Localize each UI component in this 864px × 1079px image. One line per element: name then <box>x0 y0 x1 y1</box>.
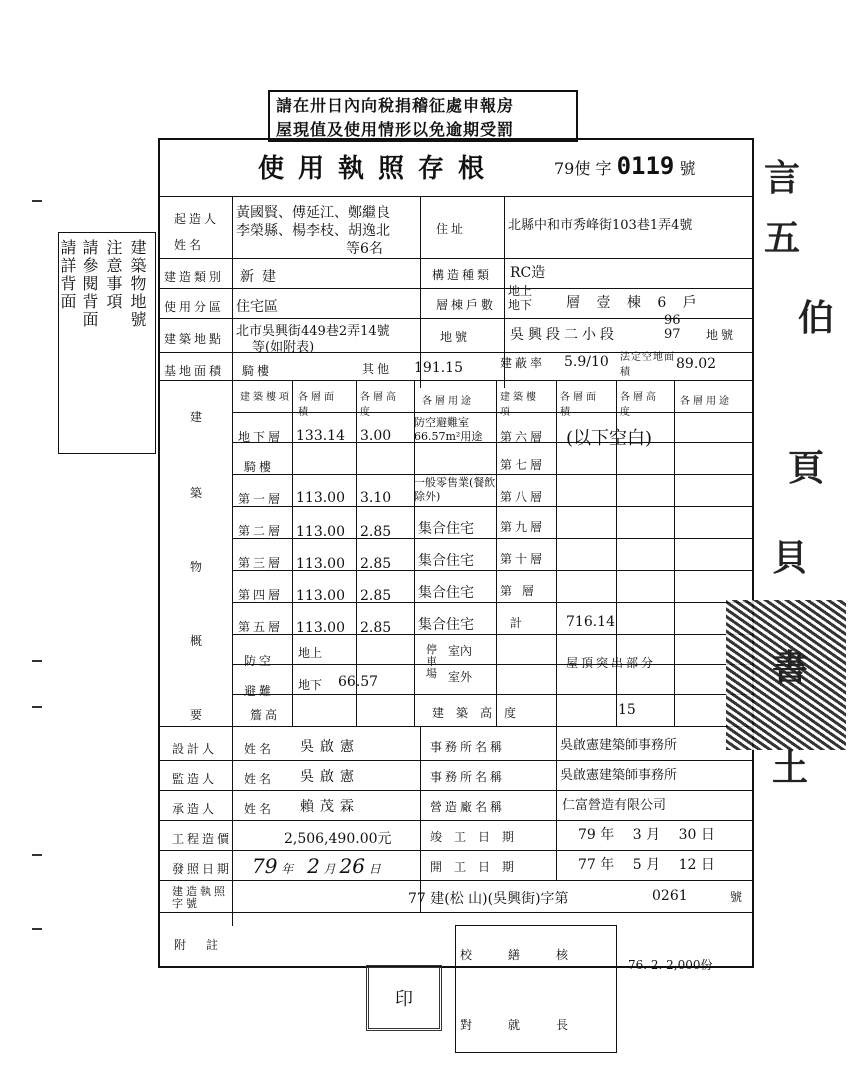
contractor-name: 賴茂霖 <box>300 799 360 815</box>
row-total-name: 計 <box>510 616 526 630</box>
build-permit-text: 77 建(松 山)(吳興街)字第 <box>408 891 569 907</box>
supervisor-office: 吳啟憲建築師事務所 <box>560 768 678 783</box>
building-type-label: 建造類別 <box>164 270 225 284</box>
row-4f-height: 2.85 <box>360 588 392 604</box>
row-6f-name: 第六層 <box>500 430 546 444</box>
site-label: 建築地點 <box>164 332 225 346</box>
floors-label: 層棟戶數 <box>436 298 497 312</box>
building-height-label: 建築高度 <box>432 706 529 720</box>
start-day: 12 <box>678 857 697 873</box>
issue-month: 2 <box>307 854 320 878</box>
header-floor: 建築樓項 <box>240 392 292 403</box>
applicant-line-1: 黃國賢、傅延江、鄭繼良 <box>236 205 390 221</box>
side-note-col-3: 請參閱背面 <box>80 239 99 329</box>
margin-tick <box>32 706 42 708</box>
side-note-col-1: 建築物地號 <box>128 239 147 329</box>
civil-defense-below-label: 地下 <box>298 678 323 692</box>
row-10f-name: 第十層 <box>500 552 546 566</box>
issue-date: 79 年 2 月 26 日 <box>252 854 381 878</box>
row-4f-use: 集合住宅 <box>418 585 474 601</box>
header-area: 各層面積 <box>298 392 337 418</box>
land-area-label: 基地面積 <box>164 364 225 378</box>
notice-line-2: 屋現值及使用情形以免逾期受罰 <box>276 120 515 139</box>
margin-tick <box>32 854 42 856</box>
side-note-col-4: 請詳背面 <box>58 239 77 311</box>
stamp-col-3: 繕 <box>508 948 524 962</box>
bleed-through-text: 言 五 伯 頁 貝 書 土 <box>764 157 835 789</box>
side-note-col-2: 注意事項 <box>104 239 123 311</box>
applicant-line-3: 等6名 <box>346 241 383 257</box>
row-1f-area: 113.00 <box>296 490 345 506</box>
row-1f-name: 第一層 <box>238 492 284 506</box>
designer-name: 吳啟憲 <box>300 739 360 755</box>
row-5f-area: 113.00 <box>296 620 345 636</box>
completion-label: 竣工日期 <box>430 830 527 844</box>
completion-date: 79 年 3 月 30 日 <box>578 827 715 843</box>
completion-month: 3 <box>632 827 642 843</box>
row-2f-use: 集合住宅 <box>418 521 474 537</box>
side-label-3: 物 <box>190 560 206 574</box>
row-1f-height: 3.10 <box>360 490 392 506</box>
cost-value: 2,506,490.00元 <box>284 831 392 847</box>
land-area-other: 191.15 <box>414 360 463 376</box>
row-2f-height: 2.85 <box>360 524 392 540</box>
stamp-col-6: 長 <box>556 1018 572 1032</box>
applicant-label: 起造人姓名 <box>174 212 220 252</box>
row-3f-area: 113.00 <box>296 556 345 572</box>
start-month: 5 <box>632 857 642 873</box>
supervisor-label: 監造人 <box>172 772 218 786</box>
permit-prefix: 79使 <box>554 159 591 178</box>
contractor-office-label: 營造廠名稱 <box>430 800 506 814</box>
side-label-4: 概 <box>190 634 206 648</box>
build-permit-hao: 號 <box>730 890 746 904</box>
permit-zi: 字 <box>595 159 612 178</box>
margin-tick <box>32 200 42 202</box>
side-label-5: 要 <box>190 708 206 722</box>
round-seal <box>366 965 442 1031</box>
row-3f-use: 集合住宅 <box>418 553 474 569</box>
land-area-other-label: 其他 <box>362 362 393 376</box>
start-year: 77 <box>578 857 596 873</box>
row-1f-use: 一般零售業(餐飲除外) <box>414 476 496 503</box>
row-b1-use: 防空避難室66.57m²用途 <box>414 416 483 443</box>
margin-tick <box>32 928 42 930</box>
parking-indoor: 室內 <box>448 644 473 658</box>
contractor-label: 承造人 <box>172 802 218 816</box>
building-type-value: 新建 <box>240 269 284 285</box>
stamp-col-2: 對 <box>460 1018 476 1032</box>
row-b1-height: 3.00 <box>360 428 392 444</box>
civil-defense-below: 66.57 <box>338 674 379 690</box>
header-area-r: 各層面積 <box>560 392 599 418</box>
row-4f-name: 第四層 <box>238 588 284 602</box>
supervisor-office-label: 事務所名稱 <box>430 770 506 784</box>
civil-defense-above: 地上 <box>298 646 323 660</box>
structure-value: RC造 <box>510 265 546 281</box>
applicant-line-2: 李榮縣、楊李枝、胡逸北 <box>236 223 390 239</box>
build-permit-no: 0261 <box>652 888 688 904</box>
row-8f-name: 第八層 <box>500 490 546 504</box>
row-b1-name: 地下層 <box>238 430 284 444</box>
start-label: 開工日期 <box>430 860 527 874</box>
contractor-name-label: 姓名 <box>244 802 275 816</box>
row-3f-height: 2.85 <box>360 556 392 572</box>
floors-above: 地上 <box>508 284 533 298</box>
remark-label: 附註 <box>174 938 239 952</box>
row-5f-height: 2.85 <box>360 620 392 636</box>
row-6f-note: (以下空白) <box>566 428 653 449</box>
supervisor-name-label: 姓名 <box>244 772 275 786</box>
start-date: 77 年 5 月 12 日 <box>578 857 715 873</box>
form-title: 使用執照存根 <box>258 154 499 184</box>
row-7f-name: 第七層 <box>500 458 546 472</box>
usage-zone-value: 住宅區 <box>236 299 278 315</box>
notice-line-1: 請在卅日內向稅捐稽征處申報房 <box>276 96 515 115</box>
site-value: 北市吳興街449巷2弄14號 <box>236 324 390 339</box>
floors-above-below <box>508 284 532 312</box>
build-permit-label: 建造執照字號 <box>172 885 228 910</box>
row-9f-name: 第九層 <box>500 520 546 534</box>
print-run: 76. 2. 2,000份 <box>628 958 713 972</box>
row-arcade-name: 騎樓 <box>244 460 275 474</box>
usage-zone-label: 使用分區 <box>164 300 225 314</box>
contractor-office: 仁富營造有限公司 <box>562 798 667 813</box>
row-3f-name: 第三層 <box>238 556 284 570</box>
structure-label: 構造種類 <box>432 268 493 282</box>
stamp-col-1: 校 <box>460 948 476 962</box>
issue-day: 26 <box>339 854 365 878</box>
address-label: 住址 <box>436 222 467 236</box>
stamp-col-5: 核 <box>556 948 572 962</box>
side-note-box <box>58 232 156 454</box>
row-nf-name: 第 層 <box>500 584 537 598</box>
row-4f-area: 113.00 <box>296 588 345 604</box>
roof-label: 屋頂突出部分 <box>566 656 657 670</box>
cost-label: 工程造價 <box>172 832 233 846</box>
issue-label: 發照日期 <box>172 862 233 876</box>
seal-text: 印 <box>395 989 413 1010</box>
permit-hao: 號 <box>679 159 696 178</box>
coverage-value: 5.9/10 <box>564 354 609 370</box>
parking-label: 停車場 <box>426 643 440 680</box>
row-5f-name: 第五層 <box>238 620 284 634</box>
completion-day: 30 <box>678 827 697 843</box>
building-height-value: 15 <box>618 702 636 718</box>
lot-suffix: 地號 <box>706 328 737 342</box>
header-use-r: 各層用途 <box>680 396 732 407</box>
completion-year: 79 <box>578 827 596 843</box>
row-b1-area: 133.14 <box>296 428 345 444</box>
header-height: 各層高度 <box>360 392 399 418</box>
applicant-names <box>236 204 390 258</box>
notice-stamp <box>268 90 578 142</box>
parking-outdoor: 室外 <box>448 670 473 684</box>
lot-label: 地號 <box>440 330 471 344</box>
row-2f-name: 第二層 <box>238 524 284 538</box>
civil-defense-label: 防空避難 <box>244 654 275 698</box>
floors-count: 層 壹 棟 6 戶 <box>566 295 703 311</box>
legal-space-value: 89.02 <box>676 356 717 372</box>
designer-office-label: 事務所名稱 <box>430 740 506 754</box>
header-floor-r: 建築樓項 <box>500 392 539 418</box>
header-use: 各層用途 <box>422 396 474 407</box>
issue-year: 79 <box>252 854 278 878</box>
land-area-arcade: 騎樓 <box>242 364 273 378</box>
row-2f-area: 113.00 <box>296 524 345 540</box>
side-label-2: 築 <box>190 486 206 500</box>
header-height-r: 各層高度 <box>620 392 659 418</box>
designer-label: 設計人 <box>172 742 218 756</box>
floors-below: 地下 <box>508 298 533 312</box>
lot-nums: 96 97 <box>664 313 681 342</box>
address-value: 北縣中和市秀峰街103巷1弄4號 <box>508 218 693 233</box>
permit-number <box>554 152 695 180</box>
permit-number-value: 0119 <box>616 152 675 180</box>
designer-office: 吳啟憲建築師事務所 <box>560 738 678 753</box>
supervisor-name: 吳啟憲 <box>300 769 360 785</box>
legal-space-label: 法定空地面積 <box>620 352 675 378</box>
coverage-label: 建蔽率 <box>500 356 546 370</box>
row-5f-use: 集合住宅 <box>418 617 474 633</box>
approval-stamp-box <box>455 925 617 1053</box>
eaves-label: 簷高 <box>250 708 281 722</box>
margin-tick <box>32 660 42 662</box>
site-extra: 等(如附表) <box>252 340 315 355</box>
side-label-1: 建 <box>190 410 206 424</box>
lot-value: 吳興段二小段 <box>510 327 618 343</box>
row-total-value: 716.14 <box>566 614 615 630</box>
designer-name-label: 姓名 <box>244 742 275 756</box>
stamp-col-4: 就 <box>508 1018 524 1032</box>
